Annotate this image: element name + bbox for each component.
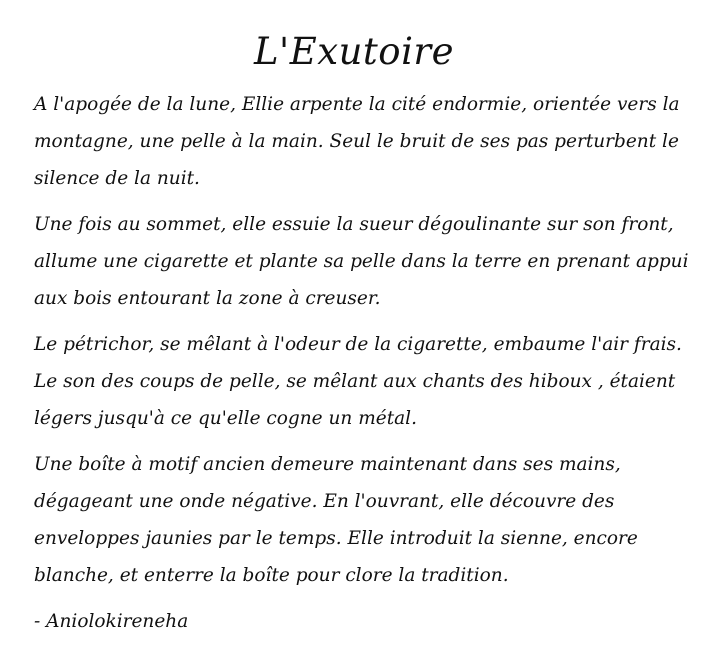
paragraph-1 — [34, 86, 680, 197]
paragraph-3 — [34, 326, 682, 437]
paragraph-line: blanche, et enterre la boîte pour clore la tradition. — [34, 565, 509, 586]
author-signature: - Aniolokireneha — [34, 611, 189, 632]
paragraph-line: Le pétrichor, se mêlant à l'odeur de la cigarette, embaume l'air frais. — [34, 334, 682, 355]
paragraph-line: silence de la nuit. — [34, 168, 200, 189]
paragraph-line: légers jusqu'à ce qu'elle cogne un métal. — [34, 408, 417, 429]
paragraph-2 — [34, 206, 689, 317]
document-title: L'Exutoire — [253, 30, 454, 73]
paragraph-line: montagne, une pelle à la main. Seul le bruit de ses pas perturbent le — [34, 131, 679, 152]
paragraph-line: allume une cigarette et plante sa pelle dans la terre en prenant appui — [34, 251, 689, 272]
paragraph-4 — [34, 446, 674, 594]
paragraph-line: dégageant une onde négative. En l'ouvrant, elle découvre des — [34, 491, 615, 512]
paragraph-line: Une boîte à motif ancien demeure maintenant dans ses mains, — [34, 454, 621, 475]
paragraph-line: enveloppes jaunies par le temps. Elle introduit la sienne, encore — [34, 528, 638, 549]
paragraph-line: Une fois au sommet, elle essuie la sueur dégoulinante sur son front, — [34, 214, 674, 235]
paragraph-line: A l'apogée de la lune, Ellie arpente la cité endormie, orientée vers la — [34, 94, 680, 115]
paragraph-line: aux bois entourant la zone à creuser. — [34, 288, 381, 309]
paragraph-line: Le son des coups de pelle, se mêlant aux chants des hiboux , étaient — [34, 371, 676, 392]
